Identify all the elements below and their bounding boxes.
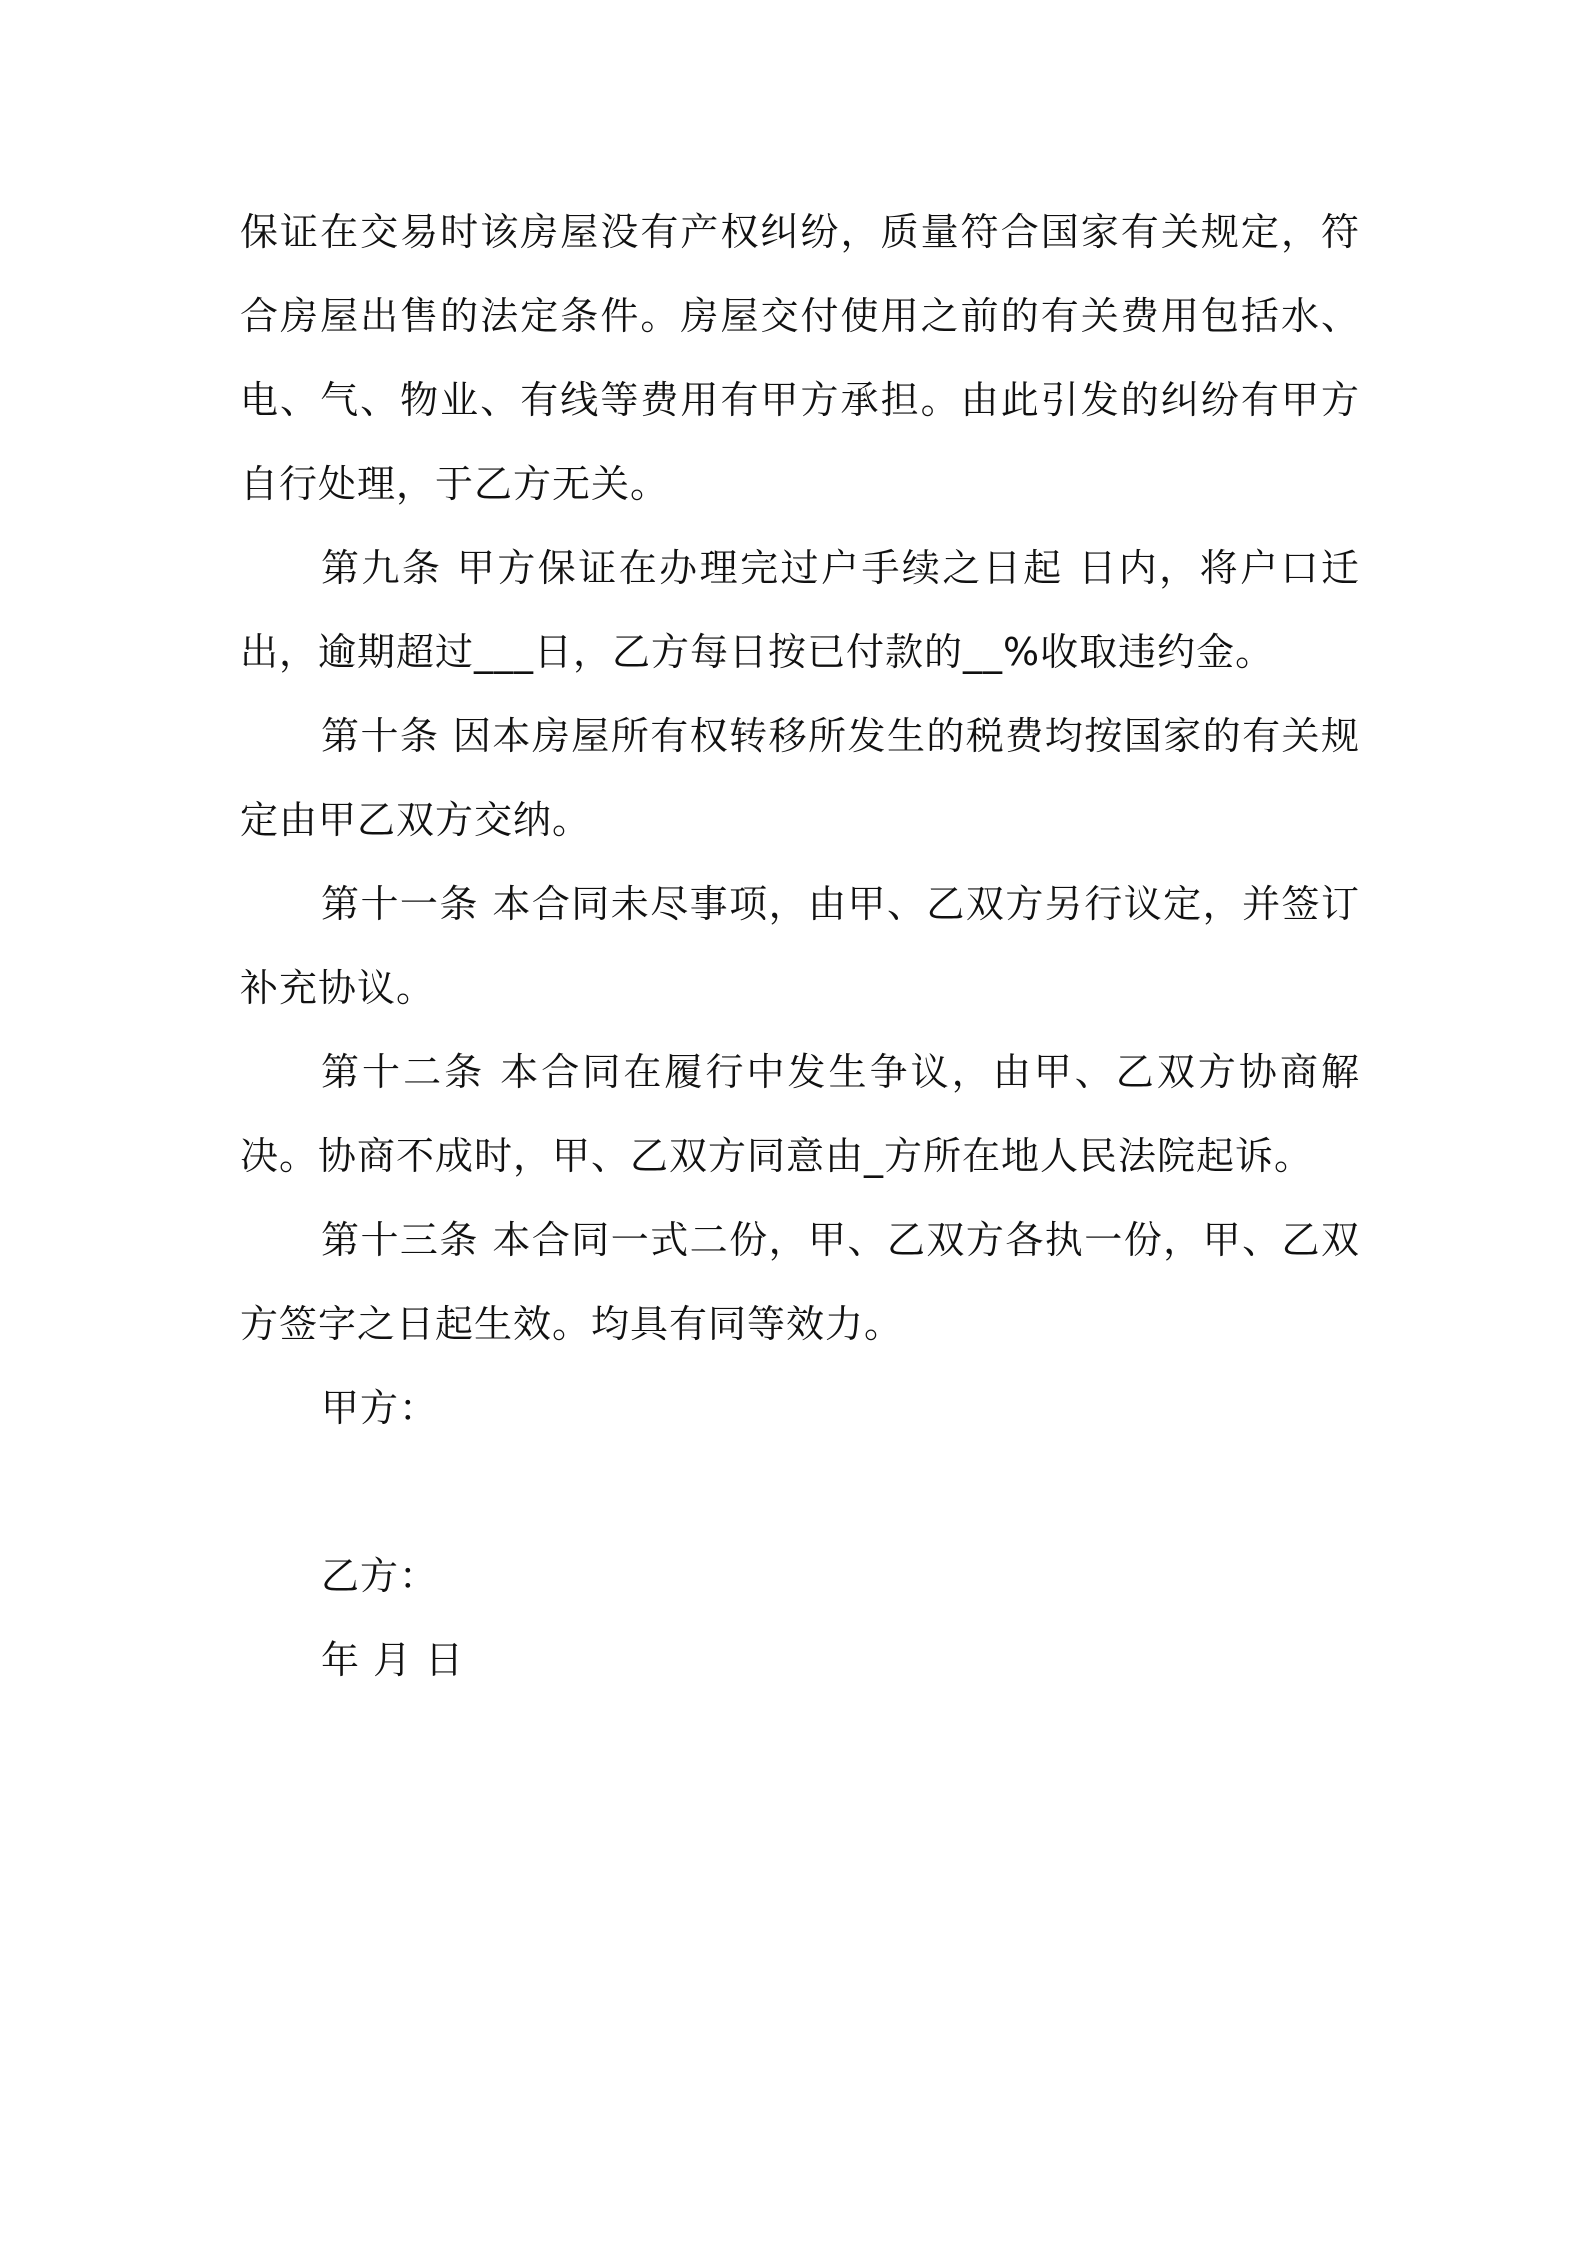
article-9: 第九条 甲方保证在办理完过户手续之日起 日内，将户口迁出，逾期超过___日，乙方每日按已付款的__%收取违约金。 [240, 546, 1360, 674]
paragraph-continuation: 保证在交易时该房屋没有产权纠纷，质量符合国家有关规定，符合房屋出售的法定条件。房屋交付使用之前的有关费用包括水、电、气、物业、有线等费用有甲方承担。由此引发的纠纷有甲方自行处理，于乙方无关。 [240, 210, 1360, 506]
signature-party-b: 乙方： [321, 1554, 439, 1598]
article-12: 第十二条 本合同在履行中发生争议，由甲、乙双方协商解决。协商不成时，甲、乙双方同意由_方所在地人民法院起诉。 [240, 1050, 1360, 1178]
article-13: 第十三条 本合同一式二份，甲、乙双方各执一份，甲、乙双方签字之日起生效。均具有同等效力。 [240, 1218, 1360, 1346]
signature-party-a: 甲方： [321, 1386, 439, 1430]
article-10: 第十条 因本房屋所有权转移所发生的税费均按国家的有关规定由甲乙双方交纳。 [240, 714, 1360, 842]
signature-space [240, 1450, 1360, 1534]
document-body [240, 190, 1360, 1702]
article-11: 第十一条 本合同未尽事项，由甲、乙双方另行议定，并签订补充协议。 [240, 882, 1360, 1010]
signature-date: 年 月 日 [321, 1638, 465, 1682]
